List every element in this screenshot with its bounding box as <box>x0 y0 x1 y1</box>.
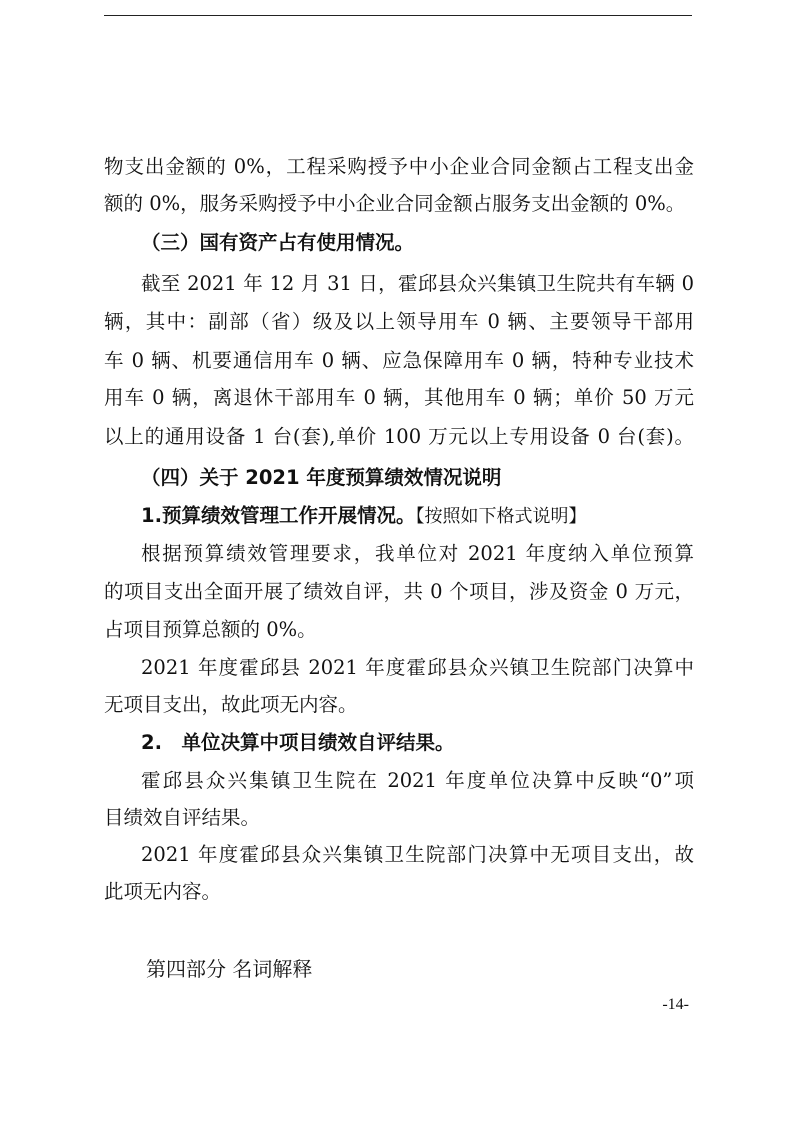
body-line: 用车 0 辆，离退休干部用车 0 辆，其他用车 0 辆；单价 50 万元 <box>104 386 694 409</box>
body-line: 无项目支出，故此项无内容。 <box>104 693 358 716</box>
section-heading: （四）关于 2021 年度预算绩效情况说明 <box>141 466 502 489</box>
format-note: 【按照如下格式说明】 <box>415 506 587 527</box>
body-line: 截至 2021 年 12 月 31 日，霍邱县众兴集镇卫生院共有车辆 0 <box>141 272 694 295</box>
subsection-heading: 2. 单位决算中项目绩效自评结果。 <box>141 731 455 754</box>
body-line: 辆，其中：副部（省）级及以上领导用车 0 辆、主要领导干部用 <box>104 310 694 333</box>
body-line: 占项目预算总额的 0%。 <box>104 618 317 641</box>
body-line: 2021 年度霍邱县众兴集镇卫生院部门决算中无项目支出，故 <box>141 843 694 866</box>
page-number: -14- <box>662 996 689 1013</box>
header-rule <box>104 15 692 16</box>
body-line: 此项无内容。 <box>104 880 222 903</box>
body-line: 目绩效自评结果。 <box>104 806 261 829</box>
subsection-heading <box>141 504 586 529</box>
body-line: 霍邱县众兴集镇卫生院在 2021 年度单位决算中反映“0”项 <box>141 769 694 792</box>
body-line: 根据预算绩效管理要求，我单位对 2021 年度纳入单位预算 <box>141 542 694 565</box>
body-line: 车 0 辆、机要通信用车 0 辆、应急保障用车 0 辆，特种专业技术 <box>104 349 694 372</box>
body-line: 以上的通用设备 1 台(套),单价 100 万元以上专用设备 0 台(套)。 <box>104 425 694 448</box>
subsection-title: 1.预算绩效管理工作开展情况。 <box>141 504 416 527</box>
body-line: 2021 年度霍邱县 2021 年度霍邱县众兴镇卫生院部门决算中 <box>141 656 694 679</box>
section-heading: （三）国有资产占有使用情况。 <box>141 231 415 254</box>
part-heading: 第四部分 名词解释 <box>146 957 313 981</box>
body-line: 额的 0%，服务采购授予中小企业合同金额占服务支出金额的 0%。 <box>104 192 686 215</box>
body-line: 的项目支出全面开展了绩效自评，共 0 个项目，涉及资金 0 万元， <box>104 580 694 603</box>
body-line: 物支出金额的 0%，工程采购授予中小企业合同金额占工程支出金 <box>104 155 694 178</box>
